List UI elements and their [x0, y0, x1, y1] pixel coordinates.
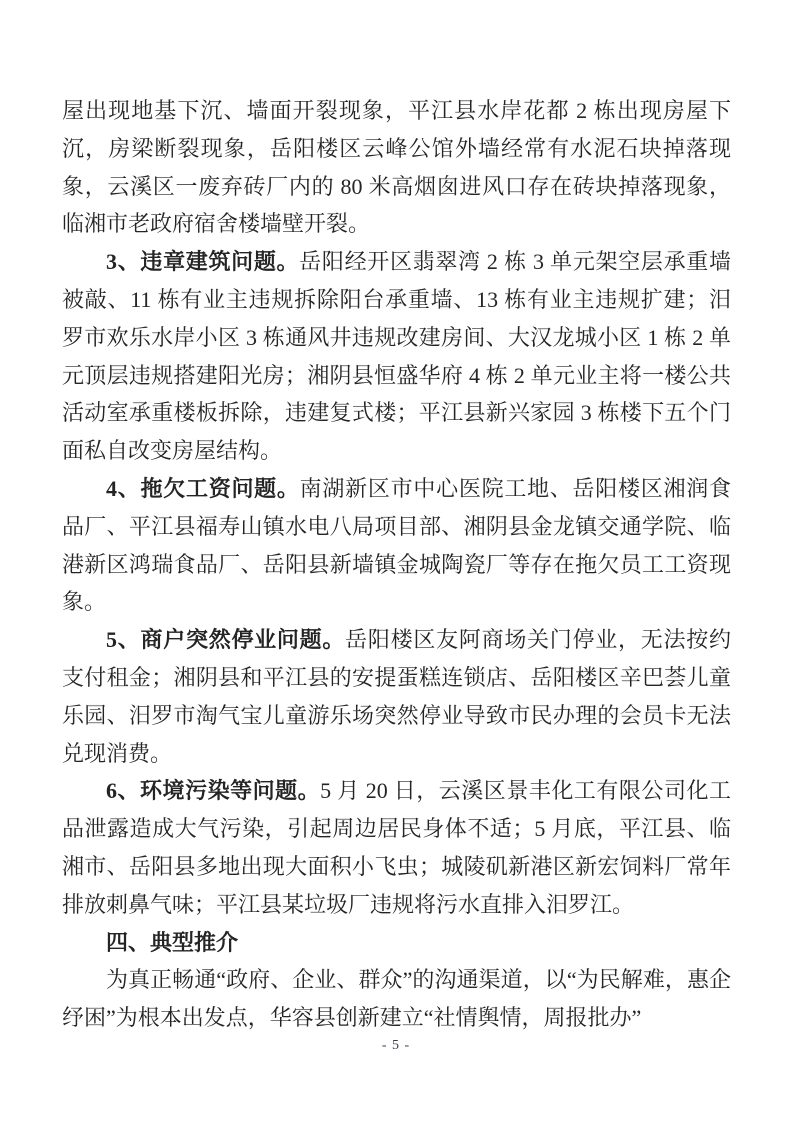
- paragraph: [62, 243, 731, 470]
- bold-text-run: 6、环境污染等问题。: [106, 778, 321, 804]
- paragraph: [62, 470, 731, 621]
- text-run: 屋出现地基下沉、墙面开裂现象，平江县水岸花都 2 栋出现房屋下沉，房梁断裂现象，岳阳楼区云峰公馆外墙经常有水泥石块掉落现象，云溪区一废弃砖厂内的 80 米高烟囱进风口存在砖块掉落现象，临湘市老政府宿舍楼墙壁开裂。: [62, 98, 731, 237]
- section-heading: [62, 924, 731, 962]
- paragraph: [62, 961, 731, 1037]
- bold-text-run: 四、典型推介: [106, 929, 239, 955]
- text-run: 岳阳经开区翡翠湾 2 栋 3 单元架空层承重墙被敲、11 栋有业主违规拆除阳台承重墙、13 栋有业主违规扩建；汨罗市欢乐水岸小区 3 栋通风井违规改建房间、大汉龙城小区 1 栋 2 单元顶层违规搭建阳光房；湘阴县恒盛华府 4 栋 2 单元业主将一楼公共活动室承重楼板拆除，违建复式楼；平江县新兴家园 3 栋楼下五个门面私自改变房屋结构。: [62, 249, 731, 464]
- text-run: 岳阳楼区友阿商场关门停业，无法按约支付租金；湘阴县和平江县的安提蛋糕连锁店、岳阳楼区辛巴荟儿童乐园、汨罗市淘气宝儿童游乐场突然停业导致市民办理的会员卡无法兑现消费。: [62, 627, 731, 766]
- bold-text-run: 5、商户突然停业问题。: [106, 627, 346, 653]
- text-run: 南湖新区市中心医院工地、岳阳楼区湘润食品厂、平江县福寿山镇水电八局项目部、湘阴县金龙镇交通学院、临港新区鸿瑞食品厂、岳阳县新墙镇金城陶瓷厂等存在拖欠员工工资现象。: [62, 475, 731, 615]
- bold-text-run: 3、违章建筑问题。: [106, 249, 300, 275]
- document-body: [62, 92, 731, 1037]
- page-number: - 5 -: [381, 1038, 411, 1053]
- paragraph: [62, 621, 731, 772]
- text-run: 为真正畅通“政府、企业、群众”的沟通渠道，以“为民解难，惠企纾困”为根本出发点，华容县创新建立“社情舆情，周报批办”: [62, 967, 731, 1031]
- paragraph: [62, 772, 731, 923]
- text-run: 5 月 20 日，云溪区景丰化工有限公司化工品泄露造成大气污染，引起周边居民身体不适；5 月底，平江县、临湘市、岳阳县多地出现大面积小飞虫；城陵矶新港区新宏饲料厂常年排放刺鼻气味；平江县某垃圾厂违规将污水直排入汨罗江。: [62, 778, 731, 917]
- bold-text-run: 4、拖欠工资问题。: [106, 475, 300, 501]
- paragraph: [62, 92, 731, 243]
